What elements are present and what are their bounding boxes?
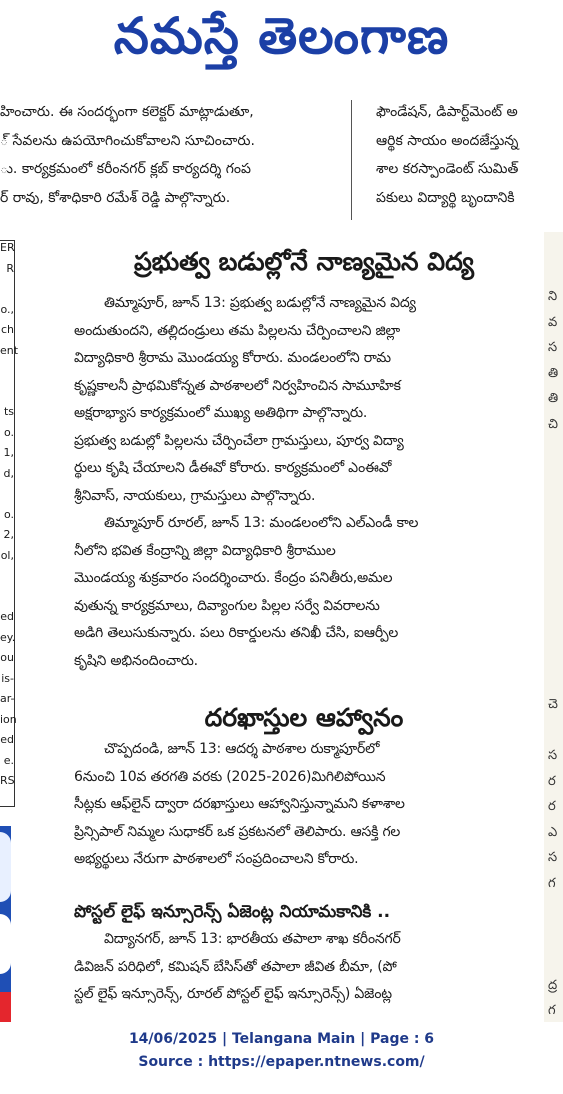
right-column-fragment [544, 232, 563, 258]
right-column-fragment: స [548, 748, 558, 763]
top-left-line: హించారు. ఈ సందర్భంగా కలెక్టర్ మాట్లాడుతూ, [0, 104, 254, 120]
top-left-line: ు. కార్యక్రమంలో కరీంనగర్ క్లబ్ కార్యదర్శి గంప [0, 161, 251, 177]
article-postal-insurance [74, 898, 534, 1009]
article-line: అడిగి తెలుసుకున్నారు. పలు రికార్డులను తనిఖీ చేసి, ఐఆర్పీల [74, 625, 399, 641]
left-column-fragment [0, 364, 14, 385]
right-column-fragment: ని [548, 289, 558, 304]
right-cropped-column [544, 232, 563, 1022]
footer [0, 1028, 563, 1074]
left-column-fragment [0, 569, 14, 590]
right-column-fragment: తి [548, 365, 559, 381]
right-column-fragment: తి [548, 391, 559, 406]
article-line: నీలోని భవిత కేంద్రాన్ని జిల్లా విద్యాధికారి శ్రీరాముల [74, 542, 336, 559]
article-line: ప్రిన్సిపాల్ నిమ్మల సుధాకర్ ఒక ప్రకటనలో తెలిపారు. ఆసక్తి గల [74, 823, 401, 840]
right-column-fragment [544, 589, 563, 615]
article-line: అభ్యర్థులు నేరుగా పాఠశాలలో సంప్రదించాలని కోరారు. [74, 851, 359, 867]
left-column-fragment [0, 282, 14, 303]
article-line: తిమ్మాపూర్, జూన్ 13: ప్రభుత్వ బడుల్లోనే నాణ్యమైన విద్య [104, 295, 416, 311]
left-column-fragment [0, 385, 14, 406]
left-column-fragment: ol, [0, 548, 14, 562]
top-right-line: ఫౌండేషన్, డిపార్ట్‌మెంట్ అ [376, 104, 518, 120]
right-column-fragment [544, 258, 563, 284]
right-column-fragment [544, 946, 563, 972]
left-column-fragment [0, 590, 14, 611]
article-line: ర్థులు కృషి చేయాలని డీఈవో కోరారు. కార్యక్రమంలో ఎంఈవో [74, 460, 392, 476]
left-column-fragment: is- [1, 671, 14, 685]
article-line: వుతున్న కార్యక్రమాలు, దివ్యాంగుల పిల్లల సర్వే వివరాలను [74, 597, 380, 614]
left-column-fragment: o. [3, 425, 14, 439]
right-column-fragment [544, 640, 563, 666]
left-column-fragment: ed [0, 733, 14, 746]
article-headline: ప్రభుత్వ బడుల్లోనే నాణ్యమైన విద్య [133, 247, 474, 276]
right-column-fragment: స [548, 340, 558, 355]
left-column-fragment: ts [3, 405, 14, 418]
right-column-fragment [544, 717, 563, 743]
edition-info: 14/06/2025 | Telangana Main | Page : 6 [128, 1031, 435, 1047]
top-right-line: శాల కరస్పాండెంట్ సుమిత్ [376, 161, 519, 177]
article-line: శ్రీనివాస్, నాయకులు, గ్రామస్తులు పాల్గొన్నారు. [74, 487, 316, 504]
right-column-fragment: ర [548, 773, 556, 789]
right-column-fragment [544, 462, 563, 488]
article-line: డివిజన్ పరిధిలో, కమిషన్ బేసిస్‌తో తపాలా జీవిత బీమా, (పో [74, 958, 397, 975]
right-column-fragment [544, 487, 563, 513]
right-column-fragment [544, 436, 563, 462]
top-right-column [376, 98, 563, 212]
left-column-fragment: e. [3, 753, 14, 767]
left-column-fragment: ed [0, 610, 14, 623]
masthead-title: నమస్తే తెలంగాణ [113, 7, 450, 65]
top-right-line: ఆర్థిక సాయం అందజేస్తున్న [376, 132, 519, 149]
left-column-fragment: RS [0, 774, 15, 787]
left-column-fragment: o., [0, 302, 14, 316]
right-column-fragment: చి [548, 416, 558, 432]
article-line: కృష్ణకాలనీ ప్రాథమికోన్నత పాఠశాలలో నిర్వహించిన సామూహిక [74, 377, 401, 394]
left-column-fragment: d, [3, 466, 14, 480]
left-cropped-column [0, 240, 19, 807]
right-column-fragment: చె [548, 697, 558, 712]
left-column-fragment: ER [0, 241, 15, 254]
article-line: స్టల్ లైఫ్ ఇన్సూరెన్స్, రూరల్ పోస్టల్ లైఫ్ ఇన్సూరెన్స్) ఏజెంట్ల [74, 986, 392, 1002]
left-column-fragment: ion [0, 712, 17, 726]
article-line: ప్రభుత్వ బడుల్లో పిల్లలను చేర్పించేలా గ్రామస్తులు, పూర్వ విద్యా [74, 432, 404, 449]
article-line: అందుతుందని, తల్లిదండ్రులు తమ పిల్లలను చేర్పించాలని జిల్లా [74, 322, 400, 339]
article-quality-education [74, 244, 534, 675]
article-line: విద్యానగర్, జూన్ 13: భారతీయ తపాలా శాఖ కరీంనగర్ [104, 931, 401, 947]
masthead [0, 0, 563, 72]
right-column-fragment: గ [548, 875, 556, 891]
article-line: విద్యాధికారి శ్రీరామ మొండయ్య కోరారు. మండలంలోని రామ [74, 350, 391, 366]
right-column-fragment: స [548, 850, 558, 865]
article-line: 6నుంచి 10వ తరగతి వరకు (2025-2026)మిగిలిపోయిన [74, 768, 386, 785]
left-column-fragment: ar- [0, 692, 15, 705]
article-line: కృషిని అభినందించారు. [74, 652, 198, 669]
top-left-column [0, 98, 340, 212]
left-column-fragment: 2, [3, 528, 14, 541]
article-line: సీట్లకు ఆఫ్‌లైన్ ద్వారా దరఖాస్తులు ఆహ్వానిస్తున్నామని కళాశాల [74, 796, 405, 812]
article-headline: దరఖాస్తుల ఆహ్వానం [204, 703, 404, 732]
right-column-fragment: వ [548, 314, 558, 330]
left-column-fragment [0, 487, 14, 508]
article-headline: పోస్టల్ లైఫ్ ఇన్సూరెన్స్ ఏజెంట్ల నియామకానికి .. [74, 902, 391, 922]
right-column-fragment [544, 564, 563, 590]
article-line: మొండయ్య శుక్రవారం సందర్శించారు. కేంద్రం పనితీరు,అమల [74, 570, 393, 586]
right-column-fragment: ర [548, 799, 556, 814]
source-info: Source : https://epaper.ntnews.com/ [138, 1054, 425, 1070]
article-line: అక్షరాభ్యాస కార్యక్రమంలో ముఖ్య అతిథిగా పాల్గొన్నారు. [74, 405, 368, 421]
top-left-line: ర్ రావు, కోశాధికారి రమేశ్ రెడ్డి పాల్గొన్నారు. [0, 189, 231, 206]
right-column-fragment [544, 513, 563, 539]
right-column-fragment: గ [548, 1003, 556, 1018]
right-column-fragment [544, 615, 563, 641]
left-column-fragment: ent [0, 343, 19, 357]
left-column-fragment: ch [0, 323, 14, 336]
top-right-line: పకులు విద్యార్థి బృందానికి [376, 189, 515, 206]
right-column-fragment: ఎ [548, 824, 558, 840]
article-line: చొప్పదండి, జూన్ 13: ఆదర్శ పాఠశాల రుక్మాపూర్‌లో [104, 741, 380, 757]
left-column-fragment: ey. [0, 630, 16, 644]
right-column-fragment [544, 538, 563, 564]
right-column-fragment [544, 895, 563, 921]
right-column-fragment: ద్ర [548, 977, 558, 993]
left-advertisement [0, 826, 11, 1022]
left-column-fragment: o. [3, 507, 14, 521]
right-column-fragment [544, 666, 563, 692]
right-column-fragment [544, 921, 563, 947]
left-column-fragment: 1, [3, 446, 14, 459]
left-column-fragment: R [6, 261, 14, 275]
left-column-fragment: ou [0, 651, 14, 664]
top-left-line: ్ సేవలను ఉపయోగించుకోవాలని సూచించారు. [0, 132, 255, 149]
article-applications [74, 700, 534, 874]
article-line: తిమ్మాపూర్ రూరల్, జూన్ 13: మండలంలోని ఎల్‌ఎండీ కాల [104, 515, 419, 531]
column-divider [351, 100, 352, 220]
